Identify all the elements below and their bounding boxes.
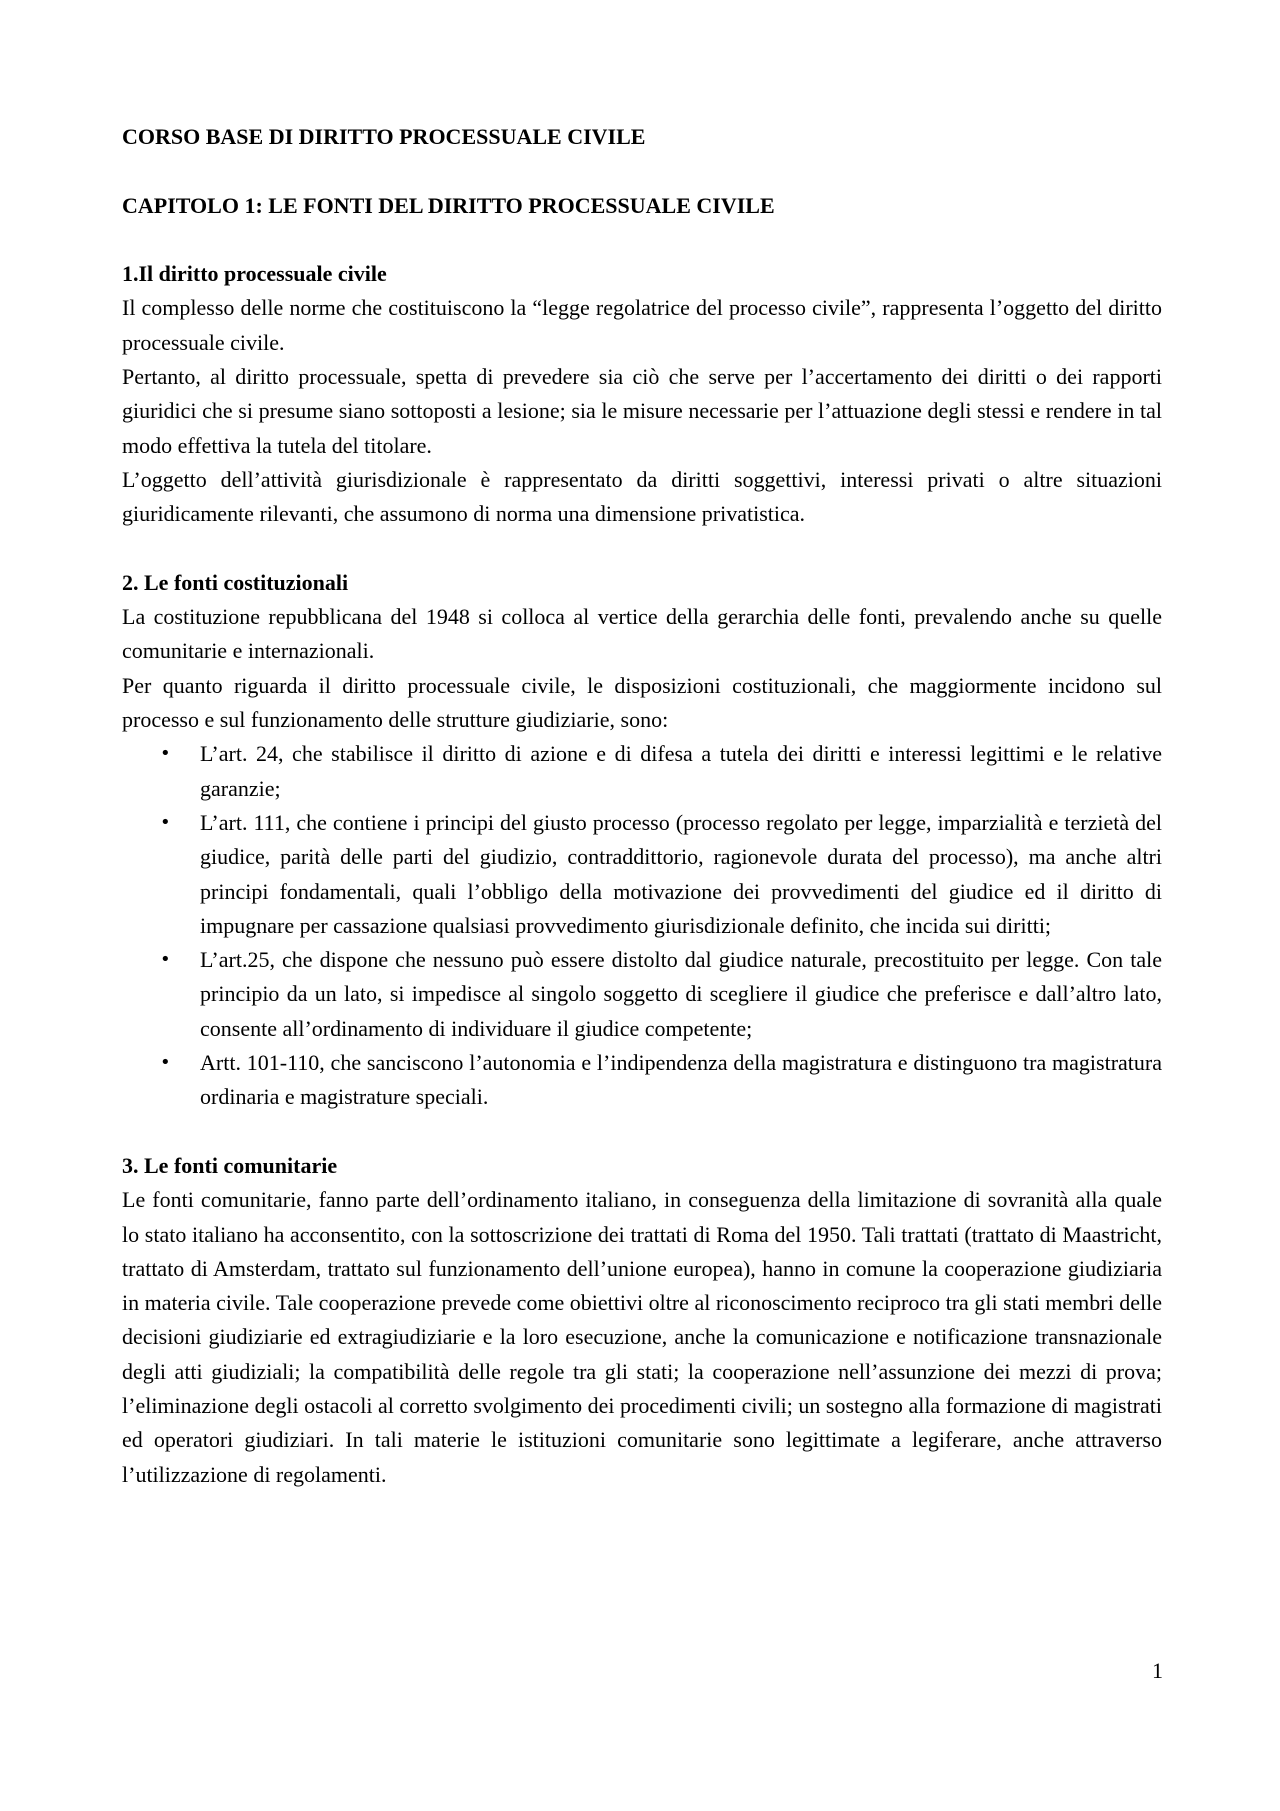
section-fonti-costituzionali <box>122 566 1162 1115</box>
section-heading: 3. Le fonti comunitarie <box>122 1152 338 1178</box>
section-diritto-processuale <box>122 257 1162 531</box>
section-heading: 1.Il diritto processuale civile <box>122 261 387 287</box>
list-item <box>122 806 1162 943</box>
list-item <box>122 943 1162 1046</box>
page-content <box>122 120 1162 1492</box>
section-fonti-comunitarie <box>122 1149 1162 1492</box>
list-item-text: Artt. 101-110, che sanciscono l’autonomia e l’indipendenza della magistratura e distinguono tra magistratura ordinaria e magistrature speciali. <box>200 1050 1162 1110</box>
bullet-icon: • <box>160 743 171 765</box>
bullet-icon: • <box>160 811 171 833</box>
list-item <box>122 737 1162 806</box>
paragraph: Il complesso delle norme che costituiscono la “legge regolatrice del processo civile”, rappresenta l’oggetto del diritto processuale civile. <box>122 295 1162 355</box>
blank-line <box>122 223 1162 257</box>
blank-line <box>122 154 1162 188</box>
bullet-icon: • <box>160 949 171 971</box>
list-item-text: L’art. 24, che stabilisce il diritto di azione e di difesa a tutela dei diritti e interessi legittimi e le relative garanzie; <box>200 741 1162 801</box>
paragraph: La costituzione repubblicana del 1948 si colloca al vertice della gerarchia delle fonti, prevalendo anche su quelle comunitarie e internazionali. <box>122 604 1162 664</box>
section-heading: 2. Le fonti costituzionali <box>122 569 349 595</box>
bullet-icon: • <box>160 1052 171 1074</box>
list-item <box>122 1046 1162 1115</box>
chapter-title: CAPITOLO 1: LE FONTI DEL DIRITTO PROCESSUALE CIVILE <box>122 192 775 218</box>
blank-line <box>122 1115 1162 1149</box>
page-number: 1 <box>1152 1658 1163 1683</box>
course-title: CORSO BASE DI DIRITTO PROCESSUALE CIVILE <box>122 124 646 149</box>
list-item-text: L’art. 111, che contiene i principi del giusto processo (processo regolato per legge, imparzialità e terzietà del giudice, parità delle parti del giudizio, contraddittorio, ragionevole durata del processo), ma anche altri principi fondamentali, quali l’obbligo della motivazione dei provvedimenti del giudice ed il diritto di impugnare per cassazione qualsiasi provvedimento giurisdizionale definito, che incida sui diritti; <box>200 809 1162 938</box>
paragraph: L’oggetto dell’attività giurisdizionale è rappresentato da diritti soggettivi, interessi privati o altre situazioni giuridicamente rilevanti, che assumono di norma una dimensione privatistica. <box>122 466 1162 527</box>
paragraph: Per quanto riguarda il diritto processuale civile, le disposizioni costituzionali, che maggiormente incidono sul processo e sul funzionamento delle strutture giudiziarie, sono: <box>122 672 1162 733</box>
paragraph: Le fonti comunitarie, fanno parte dell’ordinamento italiano, in conseguenza della limitazione di sovranità alla quale lo stato italiano ha acconsentito, con la sottoscrizione dei trattati di Roma del 1950. Tali trattati (trattato di Maastricht, trattato di Amsterdam, trattato sul funzionamento dell’unione europea), hanno in comune la cooperazione giudiziaria in materia civile. Tale cooperazione prevede come obiettivi oltre al riconoscimento reciproco tra gli stati membri delle decisioni giudiziarie ed extragiudiziarie e la loro esecuzione, anche la comunicazione e notificazione transnazionale degli atti giudiziali; la compatibilità delle regole tra gli stati; la cooperazione nell’assunzione dei mezzi di prova; l’eliminazione degli ostacoli al corretto svolgimento dei procedimenti civili; un sostegno alla formazione di magistrati ed operatori giudiziari. In tali materie le istituzioni comunitarie sono legittimate a legiferare, anche attraverso l’utilizzazione di regolamenti. <box>122 1187 1162 1487</box>
bullet-list <box>122 737 1162 1114</box>
list-item-text: L’art.25, che dispone che nessuno può essere distolto dal giudice naturale, precostituito per legge. Con tale principio da un lato, si impedisce al singolo soggetto di scegliere il giudice che preferisce e dall’altro lato, consente all’ordinamento di individuare il giudice competente; <box>200 947 1162 1041</box>
paragraph: Pertanto, al diritto processuale, spetta di prevedere sia ciò che serve per l’accertamento dei diritti o dei rapporti giuridici che si presume siano sottoposti a lesione; sia le misure necessarie per l’attuazione degli stessi e rendere in tal modo effettiva la tutela del titolare. <box>122 364 1162 458</box>
blank-line <box>122 532 1162 566</box>
